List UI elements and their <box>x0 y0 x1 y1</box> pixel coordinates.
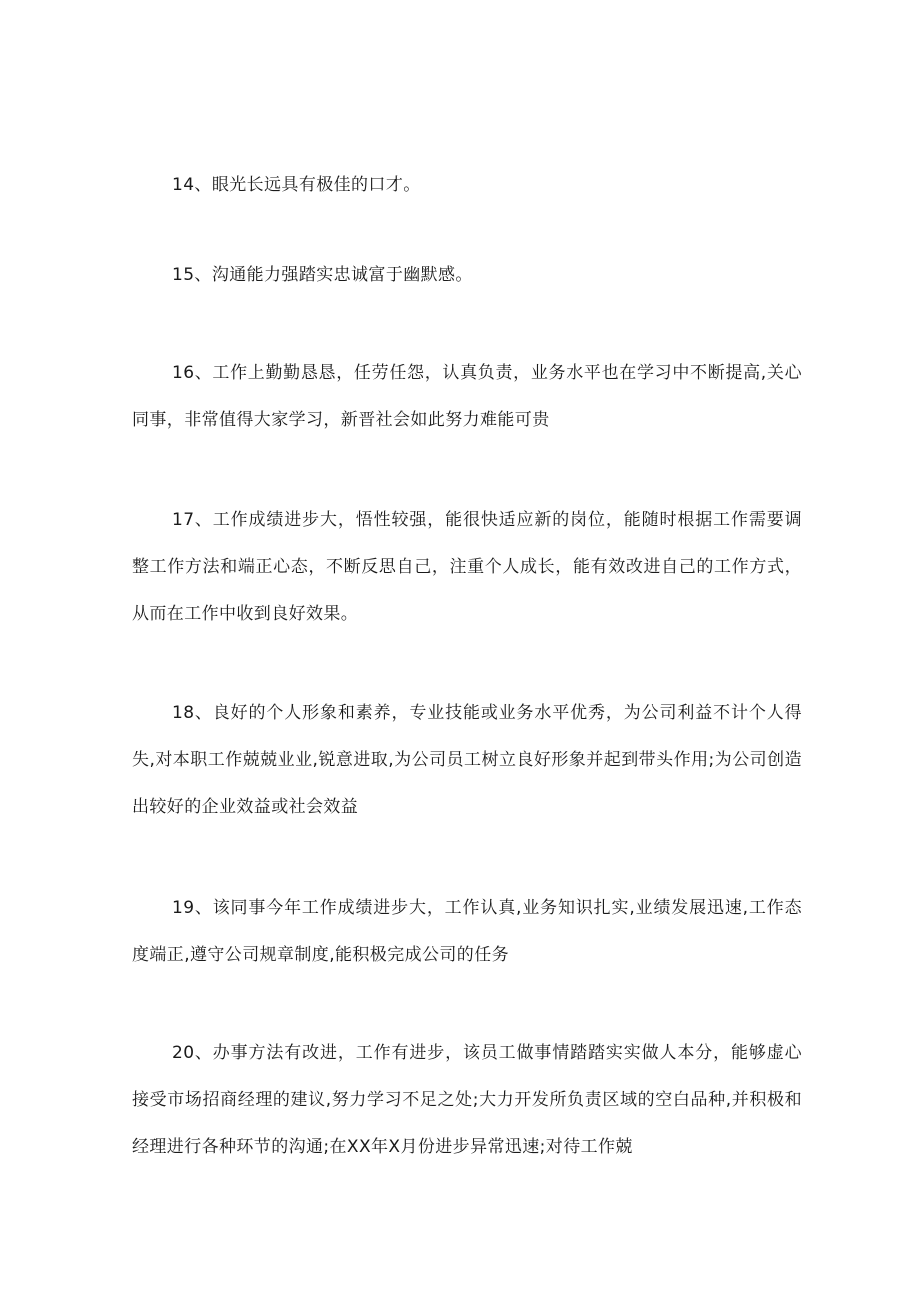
paragraph-item-16: 16、工作上勤勤恳恳，任劳任怨，认真负责，业务水平也在学习中不断提高,关心同事，非常值得大家学习，新晋社会如此努力难能可贵 <box>132 363 802 430</box>
paragraph-item-20: 20、办事方法有改进，工作有进步，该员工做事情踏踏实实做人本分，能够虚心接受市场招商经理的建议,努力学习不足之处;大力开发所负责区域的空白品种,并积极和经理进行各种环节的沟通;在XX年X月份进步异常迅速;对待工作兢 <box>132 1043 802 1157</box>
paragraph-item-14: 14、眼光长远具有极佳的口才。 <box>172 175 421 195</box>
paragraph-item-17: 17、工作成绩进步大，悟性较强，能很快适应新的岗位，能随时根据工作需要调整工作方法和端正心态，不断反思自己，注重个人成长，能有效改进自己的工作方式，从而在工作中收到良好效果。 <box>132 510 802 624</box>
paragraph-item-15: 15、沟通能力强踏实忠诚富于幽默感。 <box>172 265 473 285</box>
paragraph-item-19: 19、该同事今年工作成绩进步大，工作认真,业务知识扎实,业绩发展迅速,工作态度端正,遵守公司规章制度,能积极完成公司的任务 <box>132 898 802 965</box>
paragraph-item-18: 18、良好的个人形象和素养，专业技能或业务水平优秀，为公司利益不计个人得失,对本职工作兢兢业业,锐意进取,为公司员工树立良好形象并起到带头作用;为公司创造出较好的企业效益或社会效益 <box>132 703 802 817</box>
